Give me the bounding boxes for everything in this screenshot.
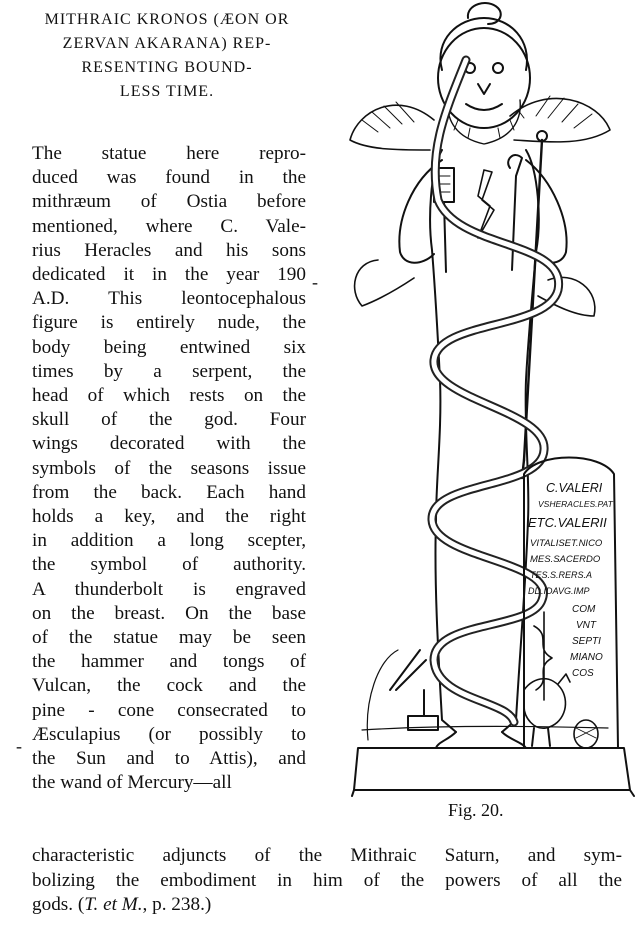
right-arm [526, 160, 567, 263]
text-line: Æsculapius (or possibly to [32, 723, 306, 745]
text-line: mithræum of Ostia before [32, 191, 306, 213]
text-line: symbols of the seasons issue [32, 457, 306, 479]
text-fragment: , p. 238.) [142, 894, 212, 916]
thunderbolt [478, 170, 494, 238]
inscription-line: ETC.VALERII [528, 515, 607, 530]
rooster [524, 674, 570, 728]
text-line: figure is entirely nude, the [32, 312, 306, 334]
text-fragment: gods. ( [32, 894, 85, 916]
text-line: holds a key, and the right [32, 506, 306, 528]
title-line: ZERVAN AKARANA) REP- [62, 35, 272, 52]
text-line: in addition a long scepter, [32, 530, 306, 552]
title-line: MITHRAIC KRONOS (ÆON OR [44, 11, 290, 28]
title-line: RESENTING BOUND- [81, 59, 253, 76]
margin-mark: - [16, 736, 22, 756]
text-line: The statue here repro- [32, 143, 306, 164]
text-line: duced was found in the [32, 167, 306, 189]
statue-illustration [338, 0, 644, 800]
text-line: skull of the god. Four [32, 409, 306, 431]
figure-caption: Fig. 20. [448, 800, 504, 820]
inscription-line: VSHERACLES.PAT [538, 499, 613, 509]
margin-mark: - [312, 272, 318, 292]
text-line: pine - cone consecrated to [32, 699, 306, 721]
inscription-line: VITALISET.NICO [530, 538, 603, 549]
text-line: head of which rests on the [32, 385, 306, 407]
title-line: LESS TIME. [119, 83, 215, 100]
text-line: dedicated it in the year 190 [32, 264, 306, 286]
text-line: body being entwined six [32, 336, 306, 358]
inscription-line: DD.IDAVG.IMP [528, 586, 590, 596]
lion-head [438, 28, 530, 128]
text-line [32, 893, 622, 918]
text-line: wings decorated with the [32, 433, 306, 455]
inscription-line: TES.S.RERS.A [530, 570, 593, 580]
text-line: the symbol of authority. [32, 554, 306, 576]
citation-abbreviation: T. et M. [84, 894, 143, 916]
text-line: of the statue may be seen [32, 627, 306, 649]
body-paragraph [32, 142, 306, 795]
statue-base [354, 748, 630, 790]
scepter [524, 140, 542, 460]
text-line: Vulcan, the cock and the [32, 675, 306, 697]
text-line: mentioned, where C. Vale- [32, 215, 306, 237]
inscription-line: COS [572, 668, 594, 679]
upper-right-wing [510, 98, 610, 142]
text-line: the wand of Mercury—all [32, 772, 232, 794]
text-line: the hammer and tongs of [32, 651, 306, 673]
lower-left-wing [355, 260, 414, 306]
text-line: characteristic adjuncts of the Mithraic Saturn, and sym- [32, 845, 622, 866]
inscription-line: C.VALERI [546, 481, 603, 495]
text-line: the Sun and to Attis), and [32, 748, 306, 770]
caduceus [534, 612, 552, 700]
inscription-line: MES.SACERDO [530, 554, 601, 565]
text-line: A.D. This leontocephalous [32, 288, 306, 310]
text-line: rius Heracles and his sons [32, 239, 306, 261]
continuation-paragraph [32, 844, 622, 918]
text-line: on the breast. On the base [32, 602, 306, 624]
inscription-line: VNT [576, 620, 596, 631]
text-line: A thunderbolt is engraved [32, 578, 306, 600]
text-line: bolizing the embodiment in him of the powers of all the [32, 869, 622, 891]
upper-left-wing [350, 105, 434, 150]
inscription-line: SEPTI [572, 636, 601, 647]
text-line: times by a serpent, the [32, 360, 306, 382]
inscription-line: MIANO [570, 652, 603, 663]
inscription-line: COM [572, 604, 596, 615]
text-line: from the back. Each hand [32, 481, 306, 503]
pine-cone [574, 720, 598, 748]
page-title [6, 8, 328, 104]
